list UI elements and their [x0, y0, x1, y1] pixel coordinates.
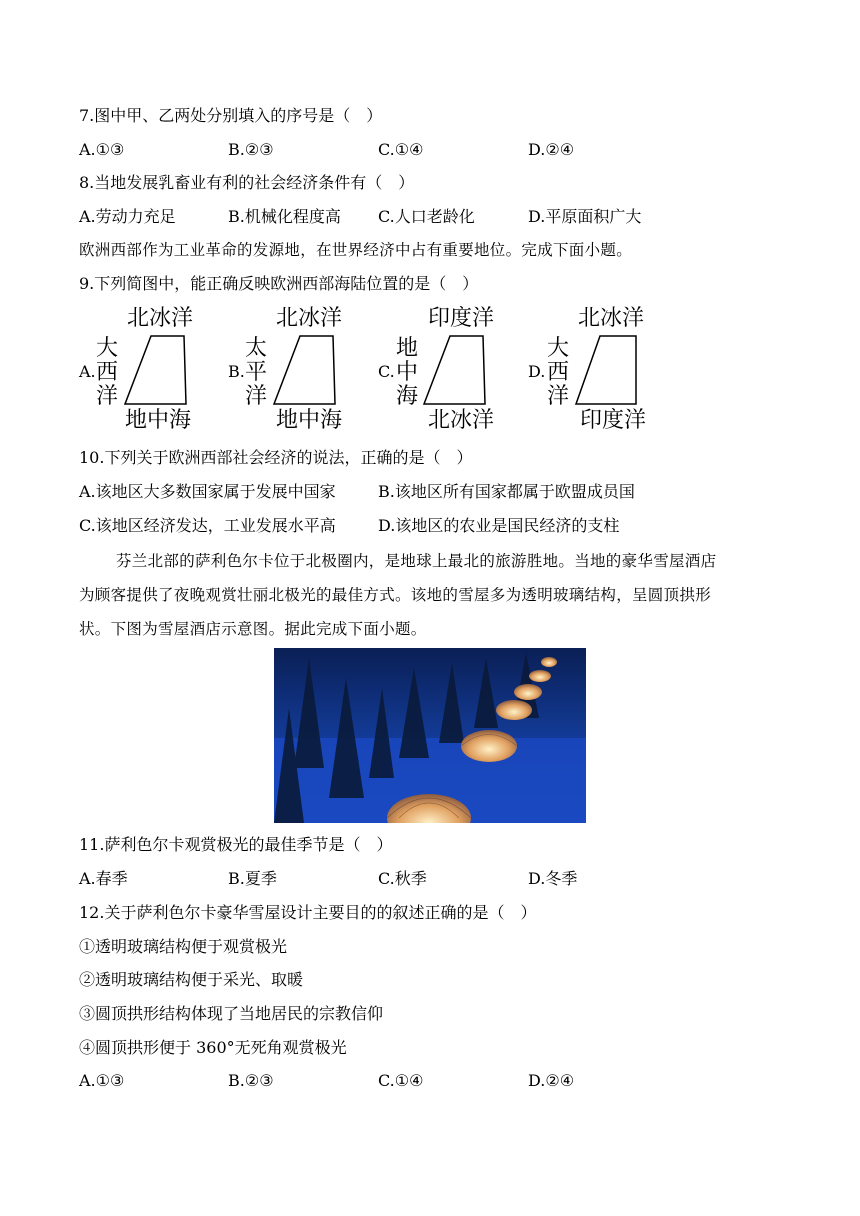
diagram-d-bottom-label: 印度洋: [580, 408, 647, 433]
q11-option-b: B.夏季: [228, 869, 277, 888]
q7-option-b: B.②③: [228, 140, 274, 159]
q12-option-d: D.②④: [528, 1071, 575, 1090]
diagram-c-bottom-label: 北冰洋: [428, 408, 495, 433]
diagram-b-side-label-3: 洋: [245, 384, 268, 409]
q12-statement-1: ①透明玻璃结构便于观赏极光: [79, 937, 288, 956]
q9-diagram-d: [528, 304, 688, 434]
q12-statement-3: ③圆顶拱形结构体现了当地居民的宗教信仰: [79, 1004, 384, 1023]
diagram-b-side-label-1: 太: [245, 336, 268, 361]
q7-stem: 7.图中甲、乙两处分别填入的序号是（ ）: [79, 106, 383, 125]
diagram-b-top-label: 北冰洋: [276, 306, 343, 331]
q8-option-a: A.劳动力充足: [79, 207, 176, 226]
q10-option-b: B.该地区所有国家都属于欧盟成员国: [378, 482, 635, 501]
diagram-c-side-label-3: 海: [396, 384, 419, 409]
intro-finland-line-2: 为顾客提供了夜晚观赏壮丽北极光的最佳方式。该地的雪屋多为透明玻璃结构，呈圆顶拱形: [79, 586, 712, 604]
diagram-a-side-label-2: 西: [96, 360, 119, 385]
q7-option-a: A.①③: [79, 140, 125, 159]
q12-option-c: C.①④: [378, 1071, 424, 1090]
q9-stem: 9.下列简图中，能正确反映欧洲西部海陆位置的是（ ）: [79, 274, 479, 293]
q7-option-d: D.②④: [528, 140, 575, 159]
q12-option-b: B.②③: [228, 1071, 274, 1090]
diagram-d-top-label: 北冰洋: [578, 306, 645, 331]
q9-diagram-a: [79, 304, 239, 434]
q11-stem: 11.萨利色尔卡观赏极光的最佳季节是（ ）: [79, 835, 393, 854]
diagram-c-letter: C.: [378, 362, 395, 381]
q12-stem: 12.关于萨利色尔卡豪华雪屋设计主要目的的叙述正确的是（ ）: [79, 903, 537, 922]
q9-diagram-c: [378, 304, 538, 434]
intro-finland-line-1: 芬兰北部的萨利色尔卡位于北极圈内，是地球上最北的旅游胜地。当地的豪华雪屋酒店: [116, 552, 717, 570]
diagram-d-side-label-1: 大: [547, 336, 570, 361]
diagram-a-bottom-label: 地中海: [125, 408, 192, 433]
diagram-a-letter: A.: [79, 362, 96, 381]
q11-option-d: D.冬季: [528, 869, 578, 888]
q10-option-a: A.该地区大多数国家属于发展中国家: [79, 482, 336, 501]
q8-option-d: D.平原面积广大: [528, 207, 642, 226]
q9-diagram-b: [228, 304, 388, 434]
diagram-d-side-label-3: 洋: [547, 384, 570, 409]
q10-stem: 10.下列关于欧洲西部社会经济的说法，正确的是（ ）: [79, 448, 473, 467]
diagram-a-top-label: 北冰洋: [127, 306, 194, 331]
q11-option-a: A.春季: [79, 869, 128, 888]
diagram-d-side-label-2: 西: [547, 360, 570, 385]
diagram-c-side-label-2: 中: [396, 360, 419, 385]
glass-igloo-photo: [274, 648, 586, 823]
diagram-a-side-label-1: 大: [96, 336, 119, 361]
q7-option-c: C.①④: [378, 140, 424, 159]
diagram-b-bottom-label: 地中海: [276, 408, 343, 433]
q8-option-c: C.人口老龄化: [378, 207, 475, 226]
intro-europe: 欧洲西部作为工业革命的发源地，在世界经济中占有重要地位。完成下面小题。: [79, 241, 633, 259]
q8-stem: 8.当地发展乳畜业有利的社会经济条件有（ ）: [79, 173, 415, 192]
q12-option-a: A.①③: [79, 1071, 125, 1090]
q10-option-c: C.该地区经济发达，工业发展水平高: [79, 516, 336, 535]
q10-option-d: D.该地区的农业是国民经济的支柱: [378, 516, 620, 535]
diagram-a-side-label-3: 洋: [96, 384, 119, 409]
q12-statement-2: ②透明玻璃结构便于采光、取暖: [79, 970, 304, 989]
intro-finland-line-3: 状。下图为雪屋酒店示意图。据此完成下面小题。: [79, 620, 427, 638]
diagram-d-letter: D.: [528, 362, 546, 381]
diagram-b-letter: B.: [228, 362, 245, 381]
diagram-c-side-label-1: 地: [396, 336, 419, 361]
q11-option-c: C.秋季: [378, 869, 427, 888]
diagram-b-side-label-2: 平: [245, 360, 268, 385]
diagram-c-top-label: 印度洋: [428, 306, 495, 331]
q8-option-b: B.机械化程度高: [228, 207, 341, 226]
q12-statement-4: ④圆顶拱形便于 360°无死角观赏极光: [79, 1038, 347, 1057]
